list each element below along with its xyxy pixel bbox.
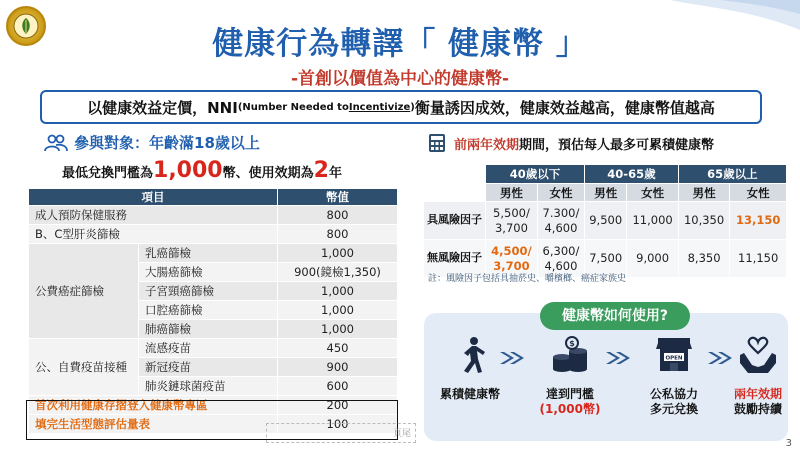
gender-header: 女性: [730, 184, 787, 202]
cell-item: B、C型肝炎篩檢: [29, 225, 278, 244]
cell-item: 乳癌篩檢: [139, 244, 278, 263]
step-label: [636, 387, 712, 417]
cell-item: 大腸癌篩檢: [139, 263, 278, 282]
cell-value: 5,500/ 3,700: [486, 202, 538, 240]
banner-paren-open: (: [237, 101, 243, 113]
calculator-icon: [428, 133, 446, 153]
page-title: 健康行為轉譯「 健康幣 」: [212, 26, 588, 62]
cell-group: 公費癌症篩檢: [29, 244, 139, 339]
how-to-use-title: 健康幣如何使用?: [540, 302, 690, 330]
cell-item: 填完生活型態評估量表: [29, 415, 278, 434]
step-sustain: [720, 335, 796, 417]
age-group-header: 65歲以上: [678, 165, 786, 184]
age-group-header: 40歲以下: [486, 165, 585, 184]
cell-value: 600: [278, 377, 398, 396]
cell-value: 11,150: [730, 240, 787, 278]
cell-value: 200: [278, 396, 398, 415]
step-label-line1: 達到門檻: [545, 387, 594, 401]
step-label: [532, 387, 608, 417]
estimate-heading-rest: 期間，預估每人最多可累積健康幣: [519, 137, 715, 153]
cell-item: 新冠疫苗: [139, 358, 278, 377]
table-row: [29, 244, 398, 263]
cell-value: 450: [278, 339, 398, 358]
cell-value: 1,000: [278, 282, 398, 301]
cell-value: 8,350: [678, 240, 729, 278]
runner-icon: [450, 335, 490, 375]
step-label-line1: 兩年效期: [733, 387, 782, 401]
threshold-years: 2: [313, 158, 329, 183]
step-exchange: [636, 335, 712, 417]
svg-text:$: $: [569, 339, 575, 348]
cell-value: 900(鏡檢1,350): [278, 263, 398, 282]
chevron-right-icon: [606, 350, 632, 366]
step-label-line1: 公私協力: [649, 387, 698, 401]
participants-heading: [44, 132, 260, 153]
step-label: 累積健康幣: [439, 387, 500, 401]
nni-banner: [40, 90, 762, 124]
cell-value: 1,000: [278, 320, 398, 339]
step-accumulate: [432, 335, 508, 402]
open-sign: OPEN: [665, 355, 683, 362]
row-header: 無風險因子: [424, 240, 486, 278]
risk-factor-note: 註：風險因子包括具抽菸史、嚼檳榔、癌症家族史: [428, 274, 627, 284]
cell-value: 900: [278, 358, 398, 377]
page-number: 3: [785, 438, 792, 449]
cell-value-min: 4,500/ 3,700: [486, 240, 538, 278]
cell-value: 1,000: [278, 244, 398, 263]
cell-value: 7.300/ 4,600: [537, 202, 584, 240]
banner-nni-expansion: Number Needed to: [242, 101, 349, 113]
gender-header: 女性: [537, 184, 584, 202]
threshold-value: 1,000: [153, 158, 223, 183]
footer-placeholder[interactable]: 頁尾: [266, 423, 416, 443]
row-header: 具風險因子: [424, 202, 486, 240]
estimate-heading: [428, 133, 714, 153]
cell-value: 100: [278, 415, 398, 434]
banner-incentivize: Incentivize: [348, 101, 411, 113]
step-label-line2: 多元兌換: [649, 402, 698, 416]
table-row: [29, 339, 398, 358]
participants-label: 參與對象：年齡滿18歲以上: [74, 134, 260, 152]
banner-text-3: 衡量誘因成效，健康效益越高，健康幣值越高: [414, 98, 715, 117]
col-header-item: 項目: [29, 189, 278, 206]
step-label: [720, 387, 796, 417]
people-icon: [44, 134, 68, 152]
cell-value: 10,350: [678, 202, 729, 240]
cell-group: 公、自費疫苗接種: [29, 339, 139, 396]
page-subtitle: -首創以價值為中心的健康幣-: [290, 69, 510, 89]
cell-item: 流感疫苗: [139, 339, 278, 358]
cell-value: 9,000: [627, 240, 678, 278]
cell-value: 11,000: [627, 202, 678, 240]
cell-item: 成人預防保健服務: [29, 206, 278, 225]
threshold-line: [62, 158, 342, 183]
threshold-prefix: 最低兌換門檻為: [62, 166, 154, 181]
cell-item: 子宮頸癌篩檢: [139, 282, 278, 301]
banner-paren-close: ): [410, 101, 415, 113]
cell-value: 1,000: [278, 301, 398, 320]
cell-item: 肺炎鏈球菌疫苗: [139, 377, 278, 396]
table-row: [29, 225, 398, 244]
threshold-suffix: 年: [328, 166, 342, 181]
chevron-right-icon: [500, 350, 526, 366]
col-header-value: 幣值: [278, 189, 398, 206]
store-icon: [654, 335, 694, 375]
table-row: [29, 206, 398, 225]
step-label-line2: (1,000幣): [539, 402, 601, 416]
cell-value: 6,300/ 4,600: [537, 240, 584, 278]
gender-header: 男性: [486, 184, 538, 202]
coin-value-table: [28, 188, 398, 434]
step-label-line2: 鼓勵持續: [733, 402, 782, 416]
heart-hands-icon: [738, 335, 778, 375]
cell-value: 7,500: [585, 240, 627, 278]
gender-header: 男性: [678, 184, 729, 202]
cell-value: 9,500: [585, 202, 627, 240]
table-row: [424, 202, 787, 240]
threshold-mid: 幣、使用效期為: [222, 166, 314, 181]
gender-header: 女性: [627, 184, 678, 202]
banner-text-1: 以健康效益定價，NNI: [87, 98, 238, 117]
cell-value: 800: [278, 206, 398, 225]
step-threshold: [532, 335, 608, 417]
age-group-header: 40-65歲: [585, 165, 679, 184]
cell-item: 口腔癌篩檢: [139, 301, 278, 320]
cell-item: 肺癌篩檢: [139, 320, 278, 339]
gender-header: 男性: [585, 184, 627, 202]
cell-value-max: 13,150: [730, 202, 787, 240]
estimate-heading-red: 前兩年效期: [454, 137, 520, 153]
coins-icon: [550, 335, 590, 375]
cell-value: 800: [278, 225, 398, 244]
estimate-table: [423, 164, 787, 278]
cell-item: 首次利用健康存摺登入健康幣專區: [29, 396, 278, 415]
